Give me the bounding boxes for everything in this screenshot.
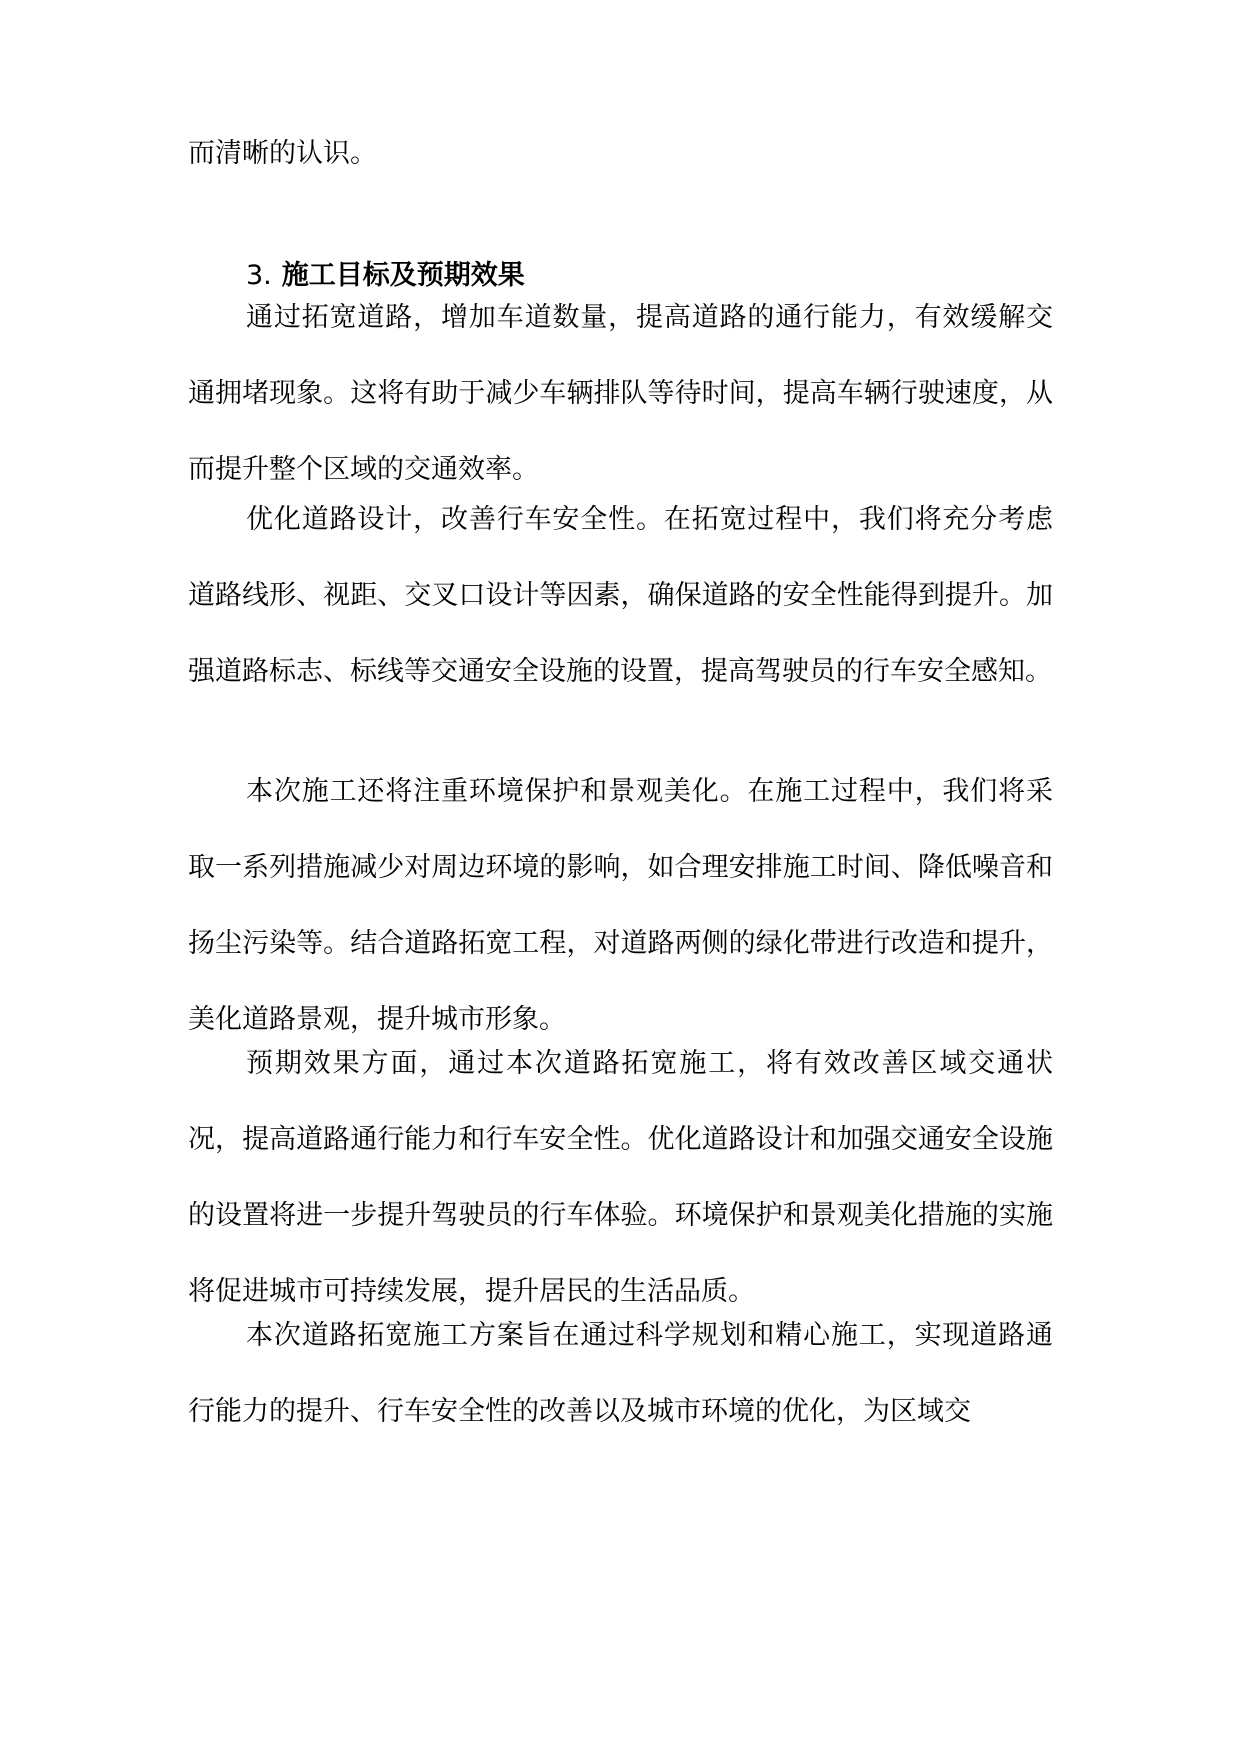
section-title: 施工目标及预期效果 xyxy=(281,260,525,291)
paragraph-4: 预期效果方面，通过本次道路拓宽施工，将有效改善区域交通状况，提高道路通行能力和行车安全性。优化道路设计和加强交通安全设施的设置将进一步提升驾驶员的行车体验。环境保护和景观美化措施的实施将促进城市可持续发展，提升居民的生活品质。 xyxy=(188,1048,1053,1307)
paragraph-1: 通过拓宽道路，增加车道数量，提高道路的通行能力，有效缓解交通拥堵现象。这将有助于减少车辆排队等待时间，提高车辆行驶速度，从而提升整个区域的交通效率。 xyxy=(188,302,1053,485)
section-number: 3. xyxy=(246,260,272,291)
continuation-text: 而清晰的认识。 xyxy=(188,138,377,169)
paragraph-2: 优化道路设计，改善行车安全性。在拓宽过程中，我们将充分考虑道路线形、视距、交叉口设计等因素，确保道路的安全性能得到提升。加强道路标志、标线等交通安全设施的设置，提高驾驶员的行车安全感知。 xyxy=(188,504,1053,687)
paragraph-5: 本次道路拓宽施工方案旨在通过科学规划和精心施工，实现道路通行能力的提升、行车安全性的改善以及城市环境的优化，为区域交 xyxy=(188,1320,1053,1427)
paragraph-3: 本次施工还将注重环境保护和景观美化。在施工过程中，我们将采取一系列措施减少对周边环境的影响，如合理安排施工时间、降低噪音和扬尘污染等。结合道路拓宽工程，对道路两侧的绿化带进行改造和提升，美化道路景观，提升城市形象。 xyxy=(188,776,1053,1035)
